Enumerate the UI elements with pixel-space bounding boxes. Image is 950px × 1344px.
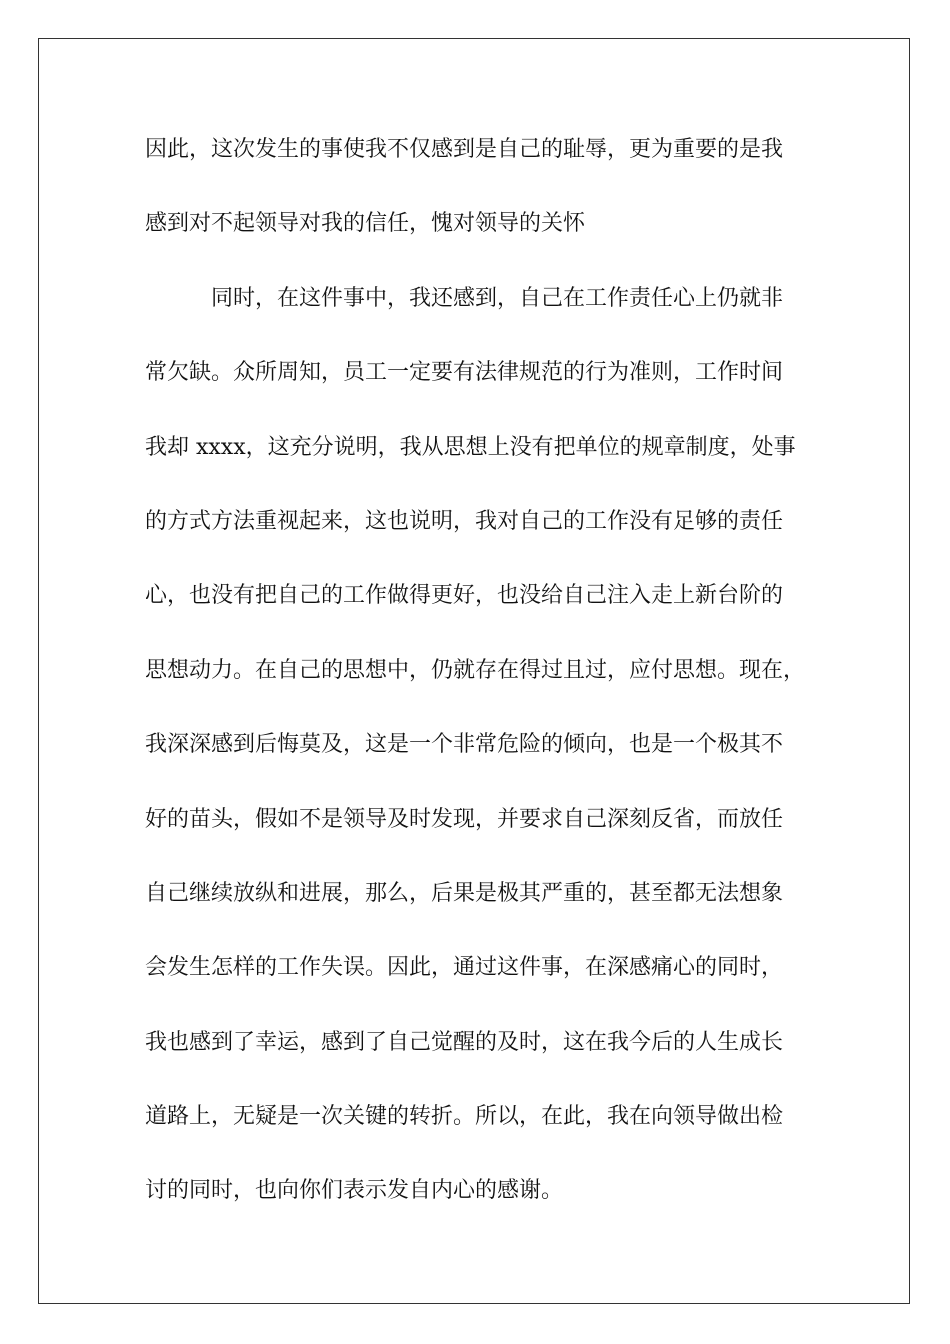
text-line: 讨的同时，也向你们表示发自内心的感谢。 bbox=[145, 1178, 564, 1204]
text-line: 好的苗头，假如不是领导及时发现，并要求自己深刻反省，而放任 bbox=[145, 806, 784, 832]
text-line: 常欠缺。众所周知，员工一定要有法律规范的行为准则，工作时间 bbox=[145, 360, 784, 386]
text-line: 会发生怎样的工作失误。因此，通过这件事，在深感痛心的同时， bbox=[145, 955, 784, 981]
text-line: 因此，这次发生的事使我不仅感到是自己的耻辱，更为重要的是我 bbox=[145, 137, 784, 162]
text-line: 我深深感到后悔莫及，这是一个非常危险的倾向，也是一个极其不 bbox=[145, 732, 784, 758]
text-line: 道路上，无疑是一次关键的转折。所以，在此，我在向领导做出检 bbox=[145, 1104, 784, 1130]
text-line: 心，也没有把自己的工作做得更好，也没给自己注入走上新台阶的 bbox=[145, 583, 784, 609]
text-line: 思想动力。在自己的思想中，仍就存在得过且过，应付思想。现在， bbox=[145, 657, 806, 683]
text-line: 感到对不起领导对我的信任，愧对领导的关怀 bbox=[145, 211, 586, 237]
text-line: 我也感到了幸运，感到了自己觉醒的及时，这在我今后的人生成长 bbox=[145, 1029, 784, 1055]
text-line: 我却 xxxx，这充分说明，我从思想上没有把单位的规章制度，处事 bbox=[145, 434, 796, 460]
text-line: 自己继续放纵和进展，那么，后果是极其严重的，甚至都无法想象 bbox=[145, 880, 784, 906]
text-line: 的方式方法重视起来，这也说明，我对自己的工作没有足够的责任 bbox=[145, 508, 784, 534]
document-body bbox=[145, 122, 807, 1238]
paragraph-start-line: 同时，在这件事中，我还感到，自己在工作责任心上仍就非 bbox=[211, 285, 784, 311]
